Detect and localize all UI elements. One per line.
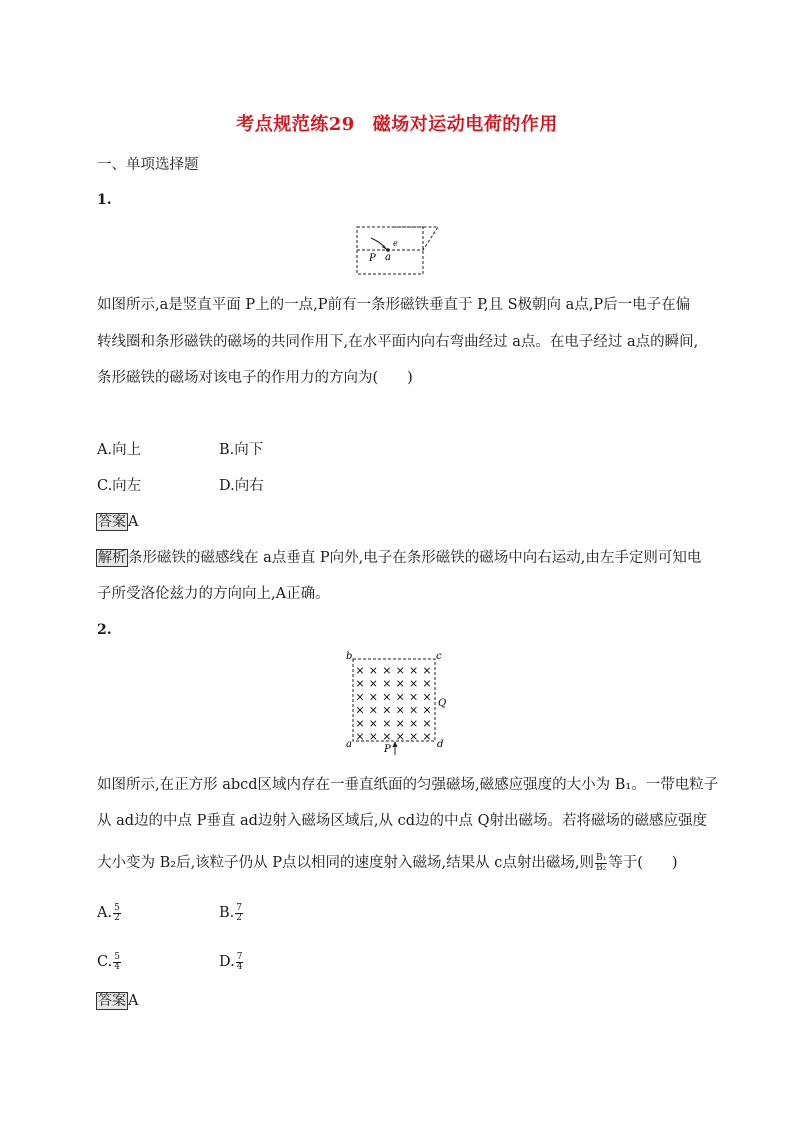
- q2-figure-label-p: P: [384, 744, 391, 755]
- magnetic-field-cross-icon: ×: [422, 730, 432, 743]
- q2-stem-line3-pre: 大小变为 B₂后,该粒子仍从 P点以相同的速度射入磁场,结果从 c点射出磁场,则: [97, 855, 594, 871]
- magnetic-field-cross-icon: ×: [382, 664, 392, 677]
- fraction-numerator: 7: [236, 951, 243, 962]
- q1-option-a[interactable]: A.向上: [97, 442, 142, 458]
- option-label: D.: [219, 954, 235, 970]
- q2-figure-label-d: d: [437, 739, 444, 750]
- q1-figure-label-e: e: [393, 239, 398, 248]
- magnetic-field-cross-icon: ×: [408, 690, 419, 704]
- q2-option-a[interactable]: [97, 902, 122, 924]
- magnetic-field-cross-icon: ×: [408, 703, 419, 717]
- magnetic-field-cross-icon: ×: [355, 677, 365, 691]
- option-fraction: [113, 904, 121, 923]
- magnetic-field-cross-icon: ×: [395, 677, 405, 691]
- q1-figure: [354, 224, 440, 276]
- option-label: A.: [97, 905, 113, 921]
- q1-figure-label-a: a: [385, 252, 391, 263]
- option-fraction: [113, 953, 121, 972]
- analysis-tag: 解析: [98, 550, 126, 566]
- q2-number: 2.: [97, 622, 112, 638]
- magnetic-field-cross-icon: ×: [382, 690, 392, 704]
- magnetic-field-cross-icon: ×: [422, 716, 432, 730]
- q1-analysis-line2: 子所受洛伦兹力的方向向上,A正确。: [97, 586, 330, 602]
- q2-figure: [342, 650, 450, 756]
- q1-number: 1.: [97, 192, 112, 208]
- magnetic-field-cross-icon: ×: [408, 677, 419, 691]
- magnetic-field-cross-icon: ×: [368, 690, 379, 704]
- q2-stem-line2: 从 ad边的中点 P垂直 ad边射入磁场区域后,从 cd边的中点 Q射出磁场。若将磁场的磁感应强度: [97, 813, 708, 829]
- fraction-denominator: 4: [236, 961, 243, 972]
- fraction-denominator: 2: [236, 912, 242, 923]
- fraction-numerator: 5: [114, 951, 120, 962]
- magnetic-field-cross-icon: ×: [382, 716, 392, 730]
- magnetic-field-cross-icon: ×: [382, 703, 392, 717]
- magnetic-field-cross-icon: ×: [408, 716, 419, 730]
- q1-answer-value: A: [128, 514, 139, 530]
- q1-analysis-text1: 条形磁铁的磁感线在 a点垂直 P向外,电子在条形磁铁的磁场中向右运动,由左手定则可知电: [128, 550, 702, 566]
- magnetic-field-cross-icon: ×: [382, 730, 392, 743]
- option-fraction: [235, 904, 243, 923]
- option-fraction: [236, 953, 244, 972]
- q2-option-d[interactable]: [219, 951, 244, 973]
- q1-analysis-line1: [96, 550, 701, 566]
- q2-fraction-b1-b2: [595, 854, 607, 873]
- q1-option-d[interactable]: D.向右: [219, 478, 264, 494]
- q1-stem-line2: 转线圈和条形磁铁的磁场的共同作用下,在水平面内向右弯曲经过 a点。在电子经过 a点的瞬间,: [97, 334, 699, 350]
- magnetic-field-cross-icon: ×: [422, 677, 432, 691]
- q2-option-b[interactable]: [219, 902, 244, 924]
- q2-figure-label-a: a: [346, 739, 352, 750]
- option-label: C.: [97, 954, 113, 970]
- q2-figure-label-c: c: [436, 651, 442, 662]
- fraction-numerator: B₁: [596, 852, 607, 863]
- q2-figure-cross-grid: [355, 664, 431, 743]
- magnetic-field-cross-icon: ×: [355, 716, 365, 730]
- magnetic-field-cross-icon: ×: [422, 690, 432, 704]
- magnetic-field-cross-icon: ×: [355, 664, 365, 677]
- magnetic-field-cross-icon: ×: [368, 677, 379, 691]
- q2-figure-label-b: b: [346, 651, 353, 662]
- answer-tag: 答案: [98, 514, 126, 530]
- fraction-numerator: 7: [236, 902, 242, 913]
- q2-answer-value: A: [128, 993, 139, 1009]
- magnetic-field-cross-icon: ×: [355, 703, 365, 717]
- magnetic-field-cross-icon: ×: [368, 730, 379, 743]
- q2-stem-line3-post: 等于( ): [608, 855, 678, 871]
- fraction-denominator: 2: [114, 912, 120, 923]
- q2-figure-label-q: Q: [438, 698, 447, 709]
- magnetic-field-cross-icon: ×: [395, 664, 405, 677]
- q1-answer: [96, 514, 138, 530]
- q1-option-b[interactable]: B.向下: [219, 442, 264, 458]
- title-part2: 磁场对运动电荷的作用: [372, 114, 558, 135]
- title-part1: 考点规范练29: [236, 114, 355, 135]
- magnetic-field-cross-icon: ×: [382, 677, 392, 691]
- magnetic-field-cross-icon: ×: [368, 716, 379, 730]
- q1-stem-line3: 条形磁铁的磁场对该电子的作用力的方向为( ): [97, 370, 413, 386]
- q1-figure-label-p: P: [369, 253, 376, 264]
- fraction-numerator: 5: [114, 902, 120, 913]
- magnetic-field-cross-icon: ×: [422, 703, 432, 717]
- option-label: B.: [219, 905, 235, 921]
- section-heading: 一、单项选择题: [97, 157, 199, 173]
- fraction-denominator: 4: [114, 961, 120, 972]
- page-title: [0, 110, 794, 136]
- q1-stem-line1: 如图所示,a是竖直平面 P上的一点,P前有一条形磁铁垂直于 P,且 S极朝向 a点,P后一电子在偏: [97, 297, 691, 313]
- q2-stem-line3: [97, 851, 678, 875]
- magnetic-field-cross-icon: ×: [355, 690, 365, 704]
- magnetic-field-cross-icon: ×: [395, 703, 405, 717]
- answer-tag: 答案: [98, 993, 126, 1009]
- magnetic-field-cross-icon: ×: [368, 703, 379, 717]
- q1-option-c[interactable]: C.向左: [97, 478, 142, 494]
- q2-option-c[interactable]: [97, 951, 122, 973]
- magnetic-field-cross-icon: ×: [368, 664, 379, 677]
- q2-answer: [96, 993, 138, 1009]
- magnetic-field-cross-icon: ×: [408, 664, 419, 677]
- magnetic-field-cross-icon: ×: [395, 690, 405, 704]
- magnetic-field-cross-icon: ×: [422, 664, 432, 677]
- magnetic-field-cross-icon: ×: [395, 716, 405, 730]
- magnetic-field-cross-icon: ×: [355, 730, 365, 743]
- q2-stem-line1: 如图所示,在正方形 abcd区域内存在一垂直纸面的匀强磁场,磁感应强度的大小为 B₁。一带电粒子: [97, 777, 719, 793]
- magnetic-field-cross-icon: ×: [408, 730, 419, 743]
- fraction-denominator: B₂: [596, 862, 607, 873]
- magnetic-field-cross-icon: ×: [395, 730, 405, 743]
